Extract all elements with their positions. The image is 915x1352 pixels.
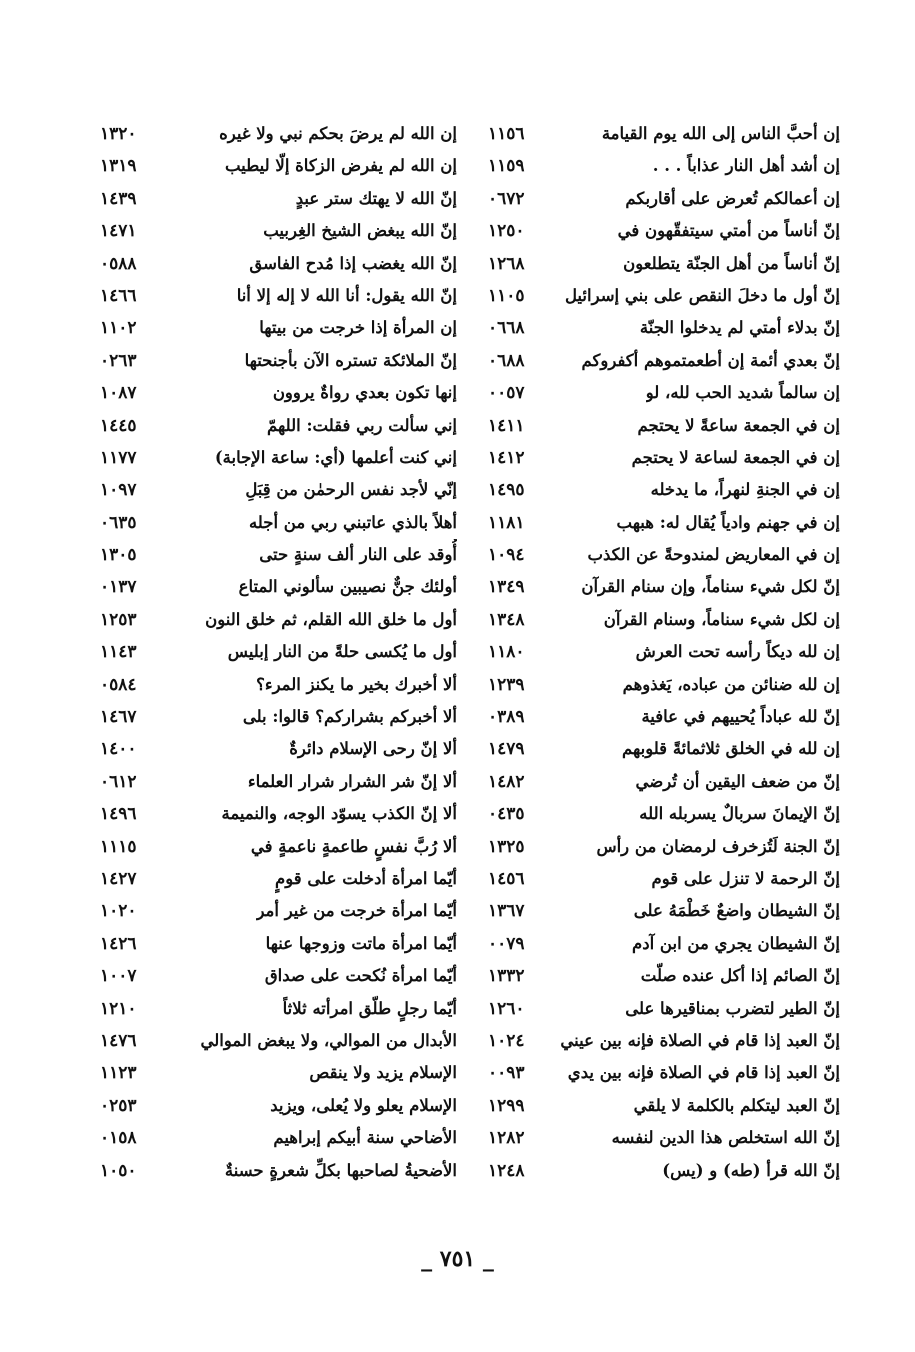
- index-entry: [100, 798, 457, 830]
- index-entry: [100, 636, 457, 668]
- entry-text: إنّ أناساً من أهل الجنّة يتطلعون: [623, 253, 840, 273]
- index-entry: [100, 474, 457, 506]
- index-entry: [488, 410, 840, 442]
- index-entry: [488, 798, 840, 830]
- entry-number: ١٠٨٧: [100, 383, 137, 404]
- index-entry: [488, 215, 840, 247]
- index-entry: [100, 507, 457, 539]
- index-entry: [488, 118, 840, 150]
- entry-text: إني كنت أعلمها (أي: ساعة الإجابة): [214, 447, 457, 467]
- entry-text: إن الله لم يرضَ بحكم نبي ولا غيره: [219, 124, 457, 143]
- index-entry: [100, 539, 457, 571]
- entry-number: ١٢٩٩: [488, 1095, 525, 1116]
- entry-number: ٠٦٨٨: [488, 350, 525, 371]
- entry-text: أيّما امرأة ماتت وزوجها عنها: [265, 933, 457, 953]
- entry-number: ٠٦٧٢: [488, 188, 525, 209]
- entry-text: إنّ العبد إذا قام في الصلاة فإنه بين يدي: [567, 1063, 840, 1083]
- entry-number: ٠٠٩٣: [488, 1063, 525, 1084]
- index-entry: [488, 442, 840, 474]
- index-entry: [488, 636, 840, 668]
- entry-text: إن في جهنم وادياً يُقال له: هبهب: [616, 512, 840, 532]
- entry-number: ١٠٢٠: [100, 901, 137, 922]
- entry-number: ١٤٤٥: [100, 415, 137, 436]
- index-entry: [100, 1090, 457, 1122]
- entry-number: ١٠٥٠: [100, 1160, 137, 1181]
- entry-number: ١٠٢٤: [488, 1030, 525, 1051]
- index-entry: [488, 928, 840, 960]
- index-entry: [100, 733, 457, 765]
- entry-text: أُوقد على النار ألف سنةٍ حتى: [259, 545, 457, 565]
- entry-text: إني سألت ربي فقلت: اللهمّ: [267, 415, 457, 435]
- index-entry: [488, 1090, 840, 1122]
- entry-text: إنّ من ضعف اليقين أن تُرضي: [635, 771, 840, 791]
- entry-number: ١٢٦٨: [488, 253, 525, 274]
- entry-number: ١٢٥٠: [488, 221, 525, 242]
- entry-number: ١١٥٩: [488, 156, 525, 177]
- entry-number: ١٤١١: [488, 415, 525, 436]
- entry-text: ألا رُبَّ نفسٍ طاعمةٍ ناعمةٍ في: [250, 836, 457, 856]
- entry-number: ١٣٢٠: [100, 124, 137, 144]
- index-entry: [488, 280, 840, 312]
- index-entry: [488, 312, 840, 344]
- entry-number: ٠٣٨٩: [488, 707, 525, 728]
- entry-text: إنّ الملائكة تستره الآن بأجنحتها: [244, 350, 457, 370]
- index-entry: [100, 183, 457, 215]
- index-entry: [100, 766, 457, 798]
- index-entry: [488, 863, 840, 895]
- entry-text: إن أشد أهل النار عذاباً . . .: [652, 156, 840, 176]
- entry-text: أيّما امرأة خرجت من غير أمر: [256, 901, 457, 921]
- entry-text: إن أحبَّ الناس إلى الله يوم القيامة: [601, 124, 840, 143]
- entry-text: ألا إنّ الكذب يسوّد الوجه، والنميمة: [221, 804, 457, 824]
- entry-text: إنّ العبد ليتكلم بالكلمة لا يلقي: [633, 1095, 840, 1115]
- entry-text: إن سالماً شديد الحب لله، لو: [645, 383, 840, 403]
- entry-text: أيّما امرأة أدخلت على قومٍ: [275, 868, 457, 888]
- entry-text: إنّ الله يغضب إذا مُدح الفاسق: [249, 253, 457, 273]
- index-entry: [488, 539, 840, 571]
- index-entry: [100, 863, 457, 895]
- entry-number: ١٤٥٦: [488, 868, 525, 889]
- entry-number: ١٣٤٨: [488, 609, 525, 630]
- entry-number: ٠٦١٢: [100, 771, 137, 792]
- index-entry: [488, 766, 840, 798]
- entry-text: ألا إنّ رحى الإسلام دائرةٌ: [289, 739, 457, 759]
- index-entry: [488, 993, 840, 1025]
- index-entry: [488, 1122, 840, 1154]
- index-entry: [100, 280, 457, 312]
- entry-text: إنّ الصائم إذا أكل عنده صلّت: [640, 966, 840, 986]
- index-entry: [100, 960, 457, 992]
- entry-text: الأضاحي سنة أبيكم إبراهيم: [273, 1128, 457, 1148]
- entry-text: إنها تكون بعدي رواةٌ يروون: [272, 383, 457, 403]
- entry-number: ١١٢٣: [100, 1063, 137, 1084]
- entry-text: إنّ أناساً من أمتي سيتفقّهون في: [617, 221, 840, 241]
- index-entry: [100, 1122, 457, 1154]
- entry-text: إنّ الجنة لَتُزخرف لرمضان من رأس: [596, 836, 840, 856]
- entry-text: إنّ الله قرأ (طه) و (يس): [662, 1160, 840, 1180]
- entry-number: ٠٠٧٩: [488, 933, 525, 954]
- index-entry: [488, 377, 840, 409]
- entry-text: إن لكل شيء سناماً، وسنام القرآن: [603, 609, 840, 629]
- index-entry: [488, 345, 840, 377]
- entry-number: ٠٠٥٧: [488, 383, 525, 404]
- entry-text: إنّ أول ما دخلَ النقص على بني إسرائيل: [564, 285, 840, 305]
- entry-text: إن في الجمعة لساعة لا يحتجم: [631, 447, 840, 467]
- index-entry: [100, 1057, 457, 1089]
- right-column: [488, 118, 840, 1187]
- entry-number: ١٤٠٠: [100, 739, 137, 760]
- index-entry: [488, 669, 840, 701]
- entry-number: ١٣٦٧: [488, 901, 525, 922]
- index-entry: [100, 701, 457, 733]
- entry-number: ١٤٦٧: [100, 707, 137, 728]
- entry-number: ٠٥٨٨: [100, 253, 137, 274]
- entry-number: ١١٨١: [488, 512, 525, 533]
- entry-number: ١١٤٣: [100, 642, 137, 663]
- entry-text: إنّ الشيطان واضعٌ خَطْمَهُ على: [633, 901, 840, 921]
- entry-text: إنّ العبد إذا قام في الصلاة فإنه بين عيني: [560, 1030, 840, 1050]
- index-entry: [488, 248, 840, 280]
- entry-text: إن في الجمعة ساعةً لا يحتجم: [637, 415, 840, 435]
- entry-number: ١١٨٠: [488, 642, 525, 663]
- entry-text: ألا أخبركم بشراركم؟ قالوا: بلى: [242, 707, 457, 727]
- entry-text: إن لله في الخلق ثلاثمائةً قلوبهم: [622, 739, 840, 759]
- entry-number: ٠٤٣٥: [488, 804, 525, 825]
- index-entry: [488, 150, 840, 182]
- entry-number: ١٢٣٩: [488, 674, 525, 695]
- index-entry: [488, 604, 840, 636]
- index-entry: [100, 604, 457, 636]
- entry-number: ٠٢٥٣: [100, 1095, 137, 1116]
- index-entry: [488, 701, 840, 733]
- entry-text: أيّما رجلٍ طلّق امرأته ثلاثاً: [282, 998, 457, 1018]
- index-entry: [100, 571, 457, 603]
- entry-number: ١٢٦٠: [488, 998, 525, 1019]
- entry-number: ٠٦٣٥: [100, 512, 137, 533]
- entry-number: ١٣٢٥: [488, 836, 525, 857]
- entry-text: ألا أخبرك بخير ما يكنز المرء؟: [256, 674, 457, 694]
- entry-text: إن في الجنةِ لنهراً، ما يدخله: [650, 480, 840, 500]
- entry-text: إنّ الله استخلص هذا الدين لنفسه: [611, 1128, 840, 1148]
- entry-number: ١٣٣٢: [488, 966, 525, 987]
- index-entry: [100, 377, 457, 409]
- index-entry: [100, 928, 457, 960]
- index-entry: [488, 960, 840, 992]
- entry-number: ١٢٤٨: [488, 1160, 525, 1181]
- entry-text: إن أعمالكم تُعرض على أقاربكم: [625, 188, 840, 208]
- index-entry: [488, 1057, 840, 1089]
- entry-number: ١٤٧٦: [100, 1030, 137, 1051]
- entry-text: إنّ الله يقول: أنا الله لا إله إلا أنا: [236, 285, 457, 305]
- entry-text: الأبدال من الموالي، ولا يبغض الموالي: [200, 1030, 457, 1050]
- index-entry: [100, 993, 457, 1025]
- index-entry: [100, 1025, 457, 1057]
- index-entry: [100, 215, 457, 247]
- index-entry: [100, 895, 457, 927]
- entry-number: ١٢٨٢: [488, 1128, 525, 1149]
- index-entry: [488, 507, 840, 539]
- entry-text: إنّ لكل شيء سناماً، وإن سنام القرآن: [581, 577, 840, 597]
- index-entry: [100, 831, 457, 863]
- entry-text: إنّ بدلاء أمتي لم يدخلوا الجنّة: [639, 318, 840, 338]
- entry-text: إنّ الله لا يهتك ستر عبدٍ: [295, 188, 457, 208]
- entry-text: إن الله لم يفرض الزكاة إلّا ليطيب: [224, 156, 457, 176]
- entry-text: إن المرأة إذا خرجت من بيتها: [259, 318, 457, 338]
- entry-number: ١٤٩٥: [488, 480, 525, 501]
- entry-text: إنّ الله يبغض الشيخ الغِربيب: [263, 221, 457, 241]
- index-entry: [100, 345, 457, 377]
- entry-number: ١٤٣٩: [100, 188, 137, 209]
- entry-number: ٠٥٨٤: [100, 674, 137, 695]
- entry-text: أهلاً بالذي عاتبني ربي من أجله: [248, 512, 457, 532]
- index-entry: [488, 1155, 840, 1187]
- entry-text: إنّ الشيطان يجري من ابن آدم: [632, 933, 840, 953]
- left-column: [100, 118, 457, 1187]
- index-entry: [100, 312, 457, 344]
- index-entry: [488, 733, 840, 765]
- entry-number: ١١٥٦: [488, 124, 525, 144]
- entry-number: ١٣٠٥: [100, 545, 137, 566]
- entry-number: ١٤٨٢: [488, 771, 525, 792]
- index-entry: [100, 150, 457, 182]
- entry-text: إنّ لله عباداً يُحييهم في عافية: [641, 707, 840, 727]
- entry-text: الأضحيةُ لصاحبها بكلِّ شعرةٍ حسنةٌ: [224, 1160, 457, 1180]
- entry-number: ١٢٥٣: [100, 609, 137, 630]
- entry-number: ٠٦٦٨: [488, 318, 525, 339]
- entry-number: ٠١٣٧: [100, 577, 137, 598]
- entry-text: أول ما يُكسى حلةً من النار إبليس: [227, 642, 457, 662]
- entry-number: ١٤٦٦: [100, 285, 137, 306]
- entry-number: ١٠٠٧: [100, 966, 137, 987]
- entry-number: ١٠٩٤: [488, 545, 525, 566]
- entry-text: إن لله ضنائن من عباده، يَغذوهم: [622, 674, 840, 694]
- entry-number: ١٣١٩: [100, 156, 137, 177]
- entry-text: أول ما خلق الله القلم، ثم خلق النون: [205, 609, 457, 629]
- entry-number: ١١٠٢: [100, 318, 137, 339]
- entry-number: ٠١٥٨: [100, 1128, 137, 1149]
- index-entry: [488, 1025, 840, 1057]
- entry-text: الإسلام يزيد ولا ينقص: [309, 1063, 457, 1083]
- entry-number: ١٤١٢: [488, 447, 525, 468]
- entry-text: إنّ بعدي أئمة إن أطعمتموهم أكفروكم: [581, 350, 840, 370]
- entry-number: ١١٠٥: [488, 285, 525, 306]
- entry-number: ١١٧٧: [100, 447, 137, 468]
- page-number: _ ٧٥١ _: [421, 1246, 494, 1272]
- entry-text: إنّ الإيمانَ سربالٌ يسربله الله: [639, 804, 840, 824]
- index-entry: [488, 895, 840, 927]
- entry-number: ١٠٩٧: [100, 480, 137, 501]
- index-entry: [100, 248, 457, 280]
- entry-number: ١٤٢٧: [100, 868, 137, 889]
- entry-text: ألا إنّ شر الشرار شرار العلماء: [247, 771, 457, 791]
- index-entry: [100, 442, 457, 474]
- index-entry: [488, 571, 840, 603]
- entry-text: إنّ الرحمة لا تنزل على قوم: [651, 868, 840, 888]
- entry-text: أيّما امرأة نُكحت على صداق: [264, 966, 457, 986]
- entry-number: ١١١٥: [100, 836, 137, 857]
- index-entry: [100, 669, 457, 701]
- entry-number: ٠٢٦٣: [100, 350, 137, 371]
- index-entry: [488, 831, 840, 863]
- entry-text: إنّي لأجد نفس الرحمٰن من قِبَلِ: [245, 480, 457, 500]
- index-entry: [100, 410, 457, 442]
- entry-text: إنّ الطير لتضرب بمناقيرها على: [625, 998, 840, 1018]
- entry-number: ١٤٧١: [100, 221, 137, 242]
- entry-text: إن في المعاريض لمندوحةً عن الكذب: [587, 545, 840, 565]
- index-entry: [488, 183, 840, 215]
- entry-number: ١٣٤٩: [488, 577, 525, 598]
- entry-text: إن لله ديكاً رأسه تحت العرش: [635, 642, 840, 662]
- entry-number: ١٤٢٦: [100, 933, 137, 954]
- index-entry: [488, 474, 840, 506]
- entry-text: أولئك جنٌّ نصيبين سألوني المتاع: [238, 577, 457, 597]
- index-entry: [100, 1155, 457, 1187]
- entry-number: ١٤٩٦: [100, 804, 137, 825]
- entry-number: ١٢١٠: [100, 998, 137, 1019]
- index-entry: [100, 118, 457, 150]
- entry-text: الإسلام يعلو ولا يُعلى، ويزيد: [270, 1095, 457, 1115]
- entry-number: ١٤٧٩: [488, 739, 525, 760]
